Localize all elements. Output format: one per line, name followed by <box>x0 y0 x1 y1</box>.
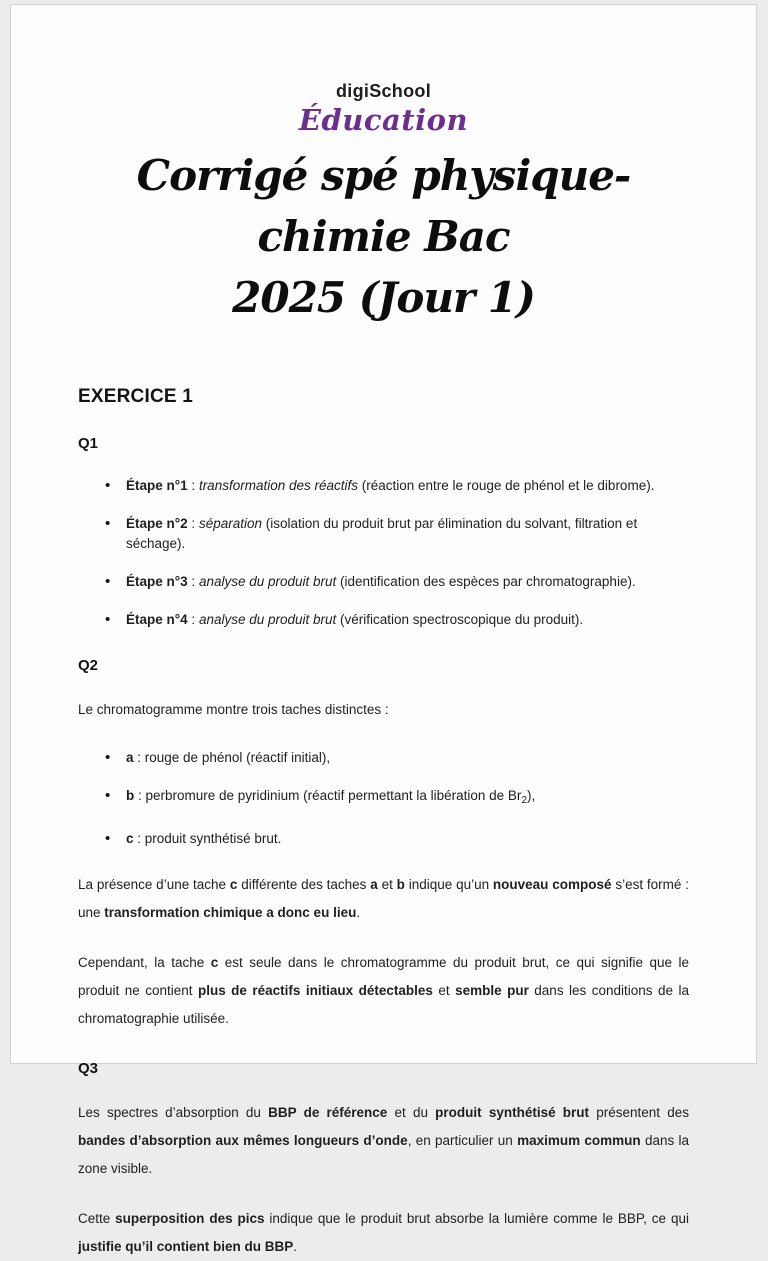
list-item: • Étape n°2 : séparation (isolation du produit brut par élimination du solvant, filtration et séchage). <box>105 514 689 554</box>
document-title-line1: Corrigé spé physique-chimie Bac <box>136 151 631 261</box>
pdf-page <box>10 4 757 1254</box>
list-item: • Étape n°3 : analyse du produit brut (identification des espèces par chromatographie). <box>105 572 689 592</box>
list-item: • c : produit synthétisé brut. <box>105 829 689 849</box>
exercise-1-heading: EXERCICE 1 <box>78 386 193 407</box>
q1-steps-list <box>78 476 689 630</box>
question-2-label: Q2 <box>78 657 99 674</box>
page-content <box>11 5 756 1261</box>
list-item: • Étape n°4 : analyse du produit brut (vérification spectroscopique du produit). <box>105 610 689 630</box>
q3-paragraph-2: Cette superposition des pics indique que le produit brut absorbe la lumière comme le BBP, ce qui justifie qu’il contient bien du BBP. <box>78 1211 689 1254</box>
logo-education-script: Éducation <box>298 103 469 137</box>
document-title <box>78 145 689 328</box>
list-item: • a : rouge de phénol (réactif initial), <box>105 748 689 768</box>
question-1-label: Q1 <box>78 435 99 452</box>
q2-intro-paragraph: Le chromatogramme montre trois taches distinctes : <box>78 702 389 717</box>
list-item: • Étape n°1 : transformation des réactifs (réaction entre le rouge de phénol et le dibrome). <box>105 476 689 496</box>
q3-paragraph-1: Les spectres d’absorption du BBP de référence et du produit synthétisé brut présentent des bandes d’absorption aux mêmes longueurs d’onde, en particulier un maximum commun dans la zone visible. <box>78 1105 690 1176</box>
q2-paragraph-1: La présence d’une tache c différente des taches a et b indique qu’un nouveau composé s’est formé : une transformation chimique a donc eu lieu. <box>78 877 689 920</box>
document-title-line2: 2025 (Jour 1) <box>232 273 535 322</box>
digischool-logo <box>78 5 689 137</box>
question-3-label: Q3 <box>78 1060 99 1077</box>
list-item: • b : perbromure de pyridinium (réactif permettant la libération de $Br_2$), <box>105 786 689 811</box>
logo-brand-text: digiSchool <box>336 81 431 101</box>
q2-paragraph-2: Cependant, la tache c est seule dans le chromatogramme du produit brut, ce qui signifie que le produit ne contient plus de réactifs initiaux détectables et semble pur dans les conditions de la chromatographie utilisée. <box>78 955 689 1026</box>
q2-spots-list <box>78 748 689 849</box>
